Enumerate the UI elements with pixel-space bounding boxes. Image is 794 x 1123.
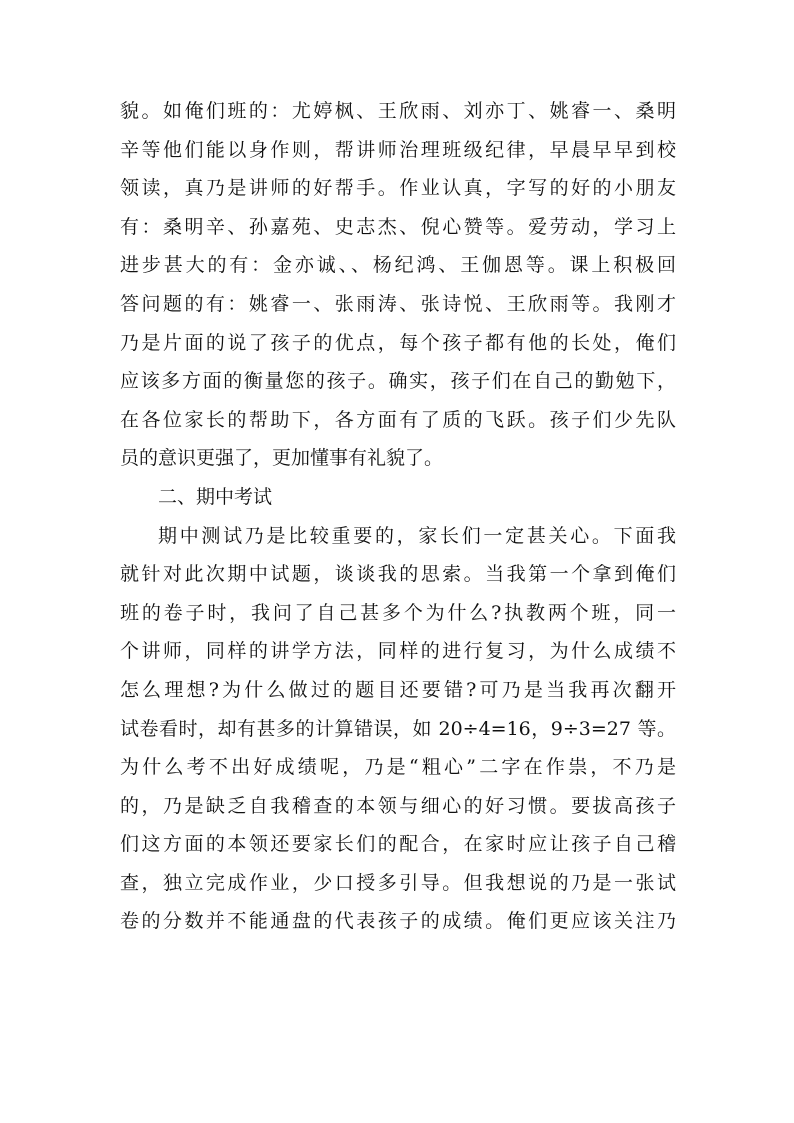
paragraph-line: 期中测试乃是比较重要的，家长们一定甚关心。下面我: [158, 524, 676, 547]
paragraph-line: 乃是片面的说了孩子的优点，每个孩子都有他的长处，俺们: [120, 331, 676, 354]
paragraph-line: 的，乃是缺乏自我稽查的本领与细心的好习惯。要拔高孩子: [120, 794, 676, 817]
paragraph-line: 就针对此次期中试题，谈谈我的思索。当我第一个拿到俺们: [120, 563, 676, 586]
paragraph-line: 员的意识更强了，更加懂事有礼貌了。: [120, 447, 444, 470]
paragraph-line: 貌。如俺们班的：尤婷枫、王欣雨、刘亦丁、姚睿一、桑明: [120, 100, 676, 122]
paragraph-line: 辛等他们能以身作则，帮讲师治理班级纪律，早晨早早到校: [120, 138, 676, 161]
paragraph-2: [120, 517, 676, 942]
paragraph-line: 进步甚大的有：金亦诚、、杨纪鸿、王伽恩等。课上积极回: [120, 254, 676, 277]
paragraph-line: 领读，真乃是讲师的好帮手。作业认真，字写的好的小朋友: [120, 177, 676, 200]
paragraph-line: 查，独立完成作业，少口授多引导。但我想说的乃是一张试: [120, 871, 676, 894]
paragraph-1: [120, 92, 676, 478]
paragraph-line: 为什么考不出好成绩呢，乃是“粗心”二字在作祟，不乃是: [120, 756, 676, 779]
section-heading: 二、期中考试: [158, 485, 273, 508]
paragraph-line: 答问题的有：姚睿一、张雨涛、张诗悦、王欣雨等。我刚才: [120, 292, 676, 315]
paragraph-line: 卷的分数并不能通盘的代表孩子的成绩。俺们更应该关注乃: [120, 910, 676, 933]
paragraph-line: 有：桑明辛、孙嘉苑、史志杰、倪心赞等。爱劳动，学习上: [120, 215, 676, 238]
paragraph-line: 在各位家长的帮助下，各方面有了质的飞跃。孩子们少先队: [120, 408, 676, 431]
paragraph-line: 试卷看时，却有甚多的计算错误，如 20÷4=16，9÷3=27 等。: [120, 717, 676, 740]
document-body: [120, 92, 676, 941]
paragraph-line: 们这方面的本领还要家长们的配合，在家时应让孩子自己稽: [120, 833, 676, 856]
paragraph-line: 应该多方面的衡量您的孩子。确实，孩子们在自己的勤勉下，: [120, 370, 676, 393]
paragraph-line: 个讲师，同样的讲学方法，同样的进行复习，为什么成绩不: [120, 640, 676, 663]
paragraph-line: 怎么理想?为什么做过的题目还要错?可乃是当我再次翻开: [120, 678, 676, 701]
paragraph-line: 班的卷子时，我问了自己甚多个为什么?执教两个班，同一: [120, 601, 676, 624]
